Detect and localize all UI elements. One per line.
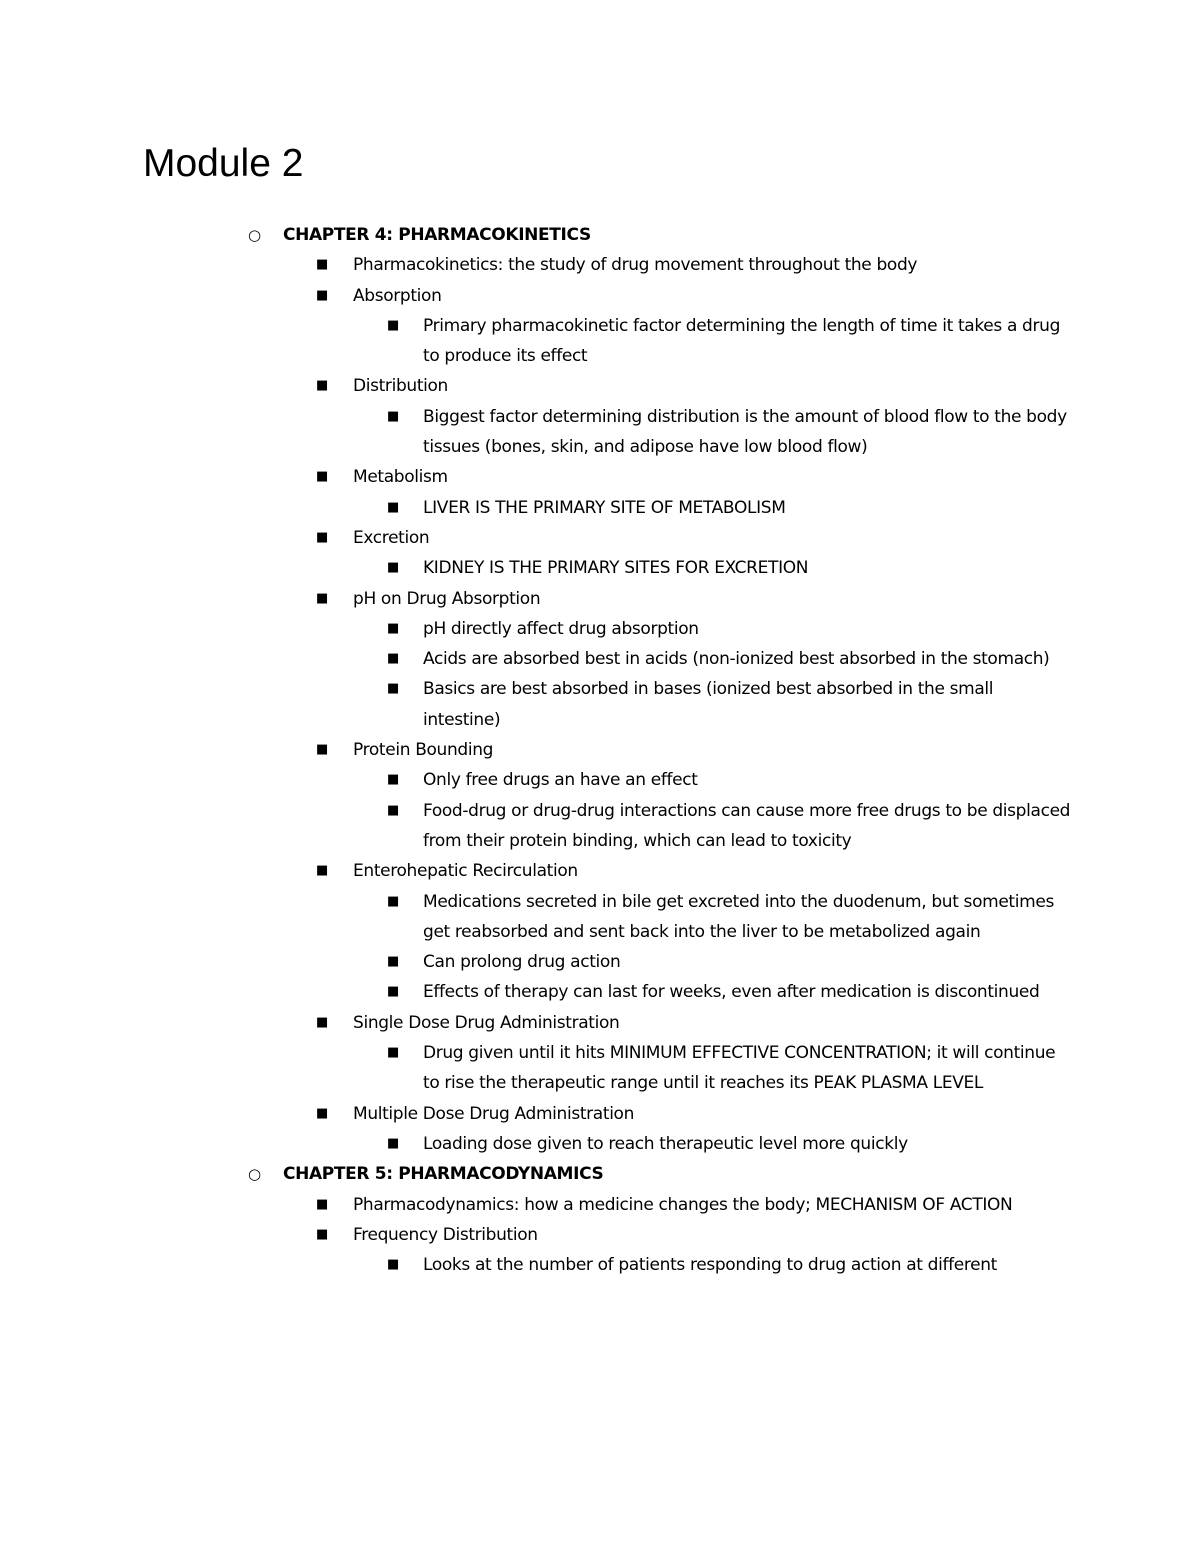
enterohepatic-point: Effects of therapy can last for weeks, even after medication is discontinued <box>423 982 1040 1003</box>
square-bullet-icon: ■ <box>387 984 399 1000</box>
list-item <box>0 947 1200 977</box>
ph-label: pH on Drug Absorption <box>353 588 541 609</box>
square-bullet-icon: ■ <box>387 651 399 667</box>
square-bullet-icon: ■ <box>387 681 399 697</box>
square-bullet-icon: ■ <box>387 317 399 333</box>
pharmacokinetics-definition: Pharmacokinetics: the study of drug movement throughout the body <box>353 255 918 276</box>
multiple-dose-point: Loading dose given to reach therapeutic level more quickly <box>423 1133 908 1154</box>
square-bullet-icon: ■ <box>316 529 328 545</box>
circle-bullet-icon: ○ <box>248 1165 261 1184</box>
enterohepatic-point: Medications secreted in bile get excreted into the duodenum, but sometimes get reabsorbed and sent back into the liver to be metabolized again <box>423 891 1054 942</box>
excretion-label: Excretion <box>353 527 430 548</box>
square-bullet-icon: ■ <box>316 469 328 485</box>
single-dose-label: Single Dose Drug Administration <box>353 1012 620 1033</box>
list-item <box>0 614 1200 644</box>
chapter-5-heading: CHAPTER 5: PHARMACODYNAMICS <box>283 1164 604 1185</box>
distribution-point: Biggest factor determining distribution is the amount of blood flow to the body tissues (bones, skin, and adipose have low blood flow) <box>423 406 1067 458</box>
protein-point: Only free drugs an have an effect <box>423 770 698 791</box>
square-bullet-icon: ■ <box>387 499 399 515</box>
pharmacodynamics-definition: Pharmacodynamics: how a medicine changes the body; MECHANISM OF ACTION <box>353 1194 1013 1215</box>
list-item <box>0 523 1200 553</box>
protein-point: Food-drug or drug-drug interactions can cause more free drugs to be displaced from their protein binding, which can lead to toxicity <box>423 800 1071 851</box>
list-item <box>0 887 1200 948</box>
square-bullet-icon: ■ <box>387 1257 399 1273</box>
ph-point: Basics are best absorbed in bases (ionized best absorbed in the small intestine) <box>423 679 994 730</box>
square-bullet-icon: ■ <box>316 1014 328 1030</box>
list-item <box>0 1008 1200 1038</box>
list-item <box>0 371 1200 401</box>
square-bullet-icon: ■ <box>387 1045 399 1061</box>
single-dose-point: Drug given until it hits MINIMUM EFFECTIVE CONCENTRATION; it will continue to rise the therapeutic range until it reaches its PEAK PLASMA LEVEL <box>423 1043 1056 1094</box>
square-bullet-icon: ■ <box>387 560 399 576</box>
square-bullet-icon: ■ <box>387 772 399 788</box>
list-item <box>0 493 1200 523</box>
list-item <box>0 402 1200 463</box>
list-item <box>0 796 1200 857</box>
square-bullet-icon: ■ <box>316 257 328 273</box>
square-bullet-icon: ■ <box>316 1196 328 1212</box>
enterohepatic-point: Can prolong drug action <box>423 952 621 973</box>
enterohepatic-label: Enterohepatic Recirculation <box>353 861 578 882</box>
ph-point: Acids are absorbed best in acids (non-ionized best absorbed in the stomach) <box>423 649 1050 670</box>
chapter-4-heading: CHAPTER 4: PHARMACOKINETICS <box>283 225 591 245</box>
notes-outline <box>0 220 1200 1280</box>
square-bullet-icon: ■ <box>316 1226 328 1242</box>
square-bullet-icon: ■ <box>316 378 328 394</box>
square-bullet-icon: ■ <box>387 620 399 636</box>
metabolism-label: Metabolism <box>353 467 448 488</box>
distribution-label: Distribution <box>353 376 448 397</box>
list-item <box>0 462 1200 492</box>
square-bullet-icon: ■ <box>387 1135 399 1151</box>
absorption-label: Absorption <box>353 285 442 306</box>
square-bullet-icon: ■ <box>316 742 328 758</box>
list-item <box>0 765 1200 795</box>
list-item <box>0 735 1200 765</box>
square-bullet-icon: ■ <box>387 802 399 818</box>
square-bullet-icon: ■ <box>316 287 328 303</box>
list-item <box>0 674 1200 735</box>
list-item <box>0 553 1200 583</box>
page-title: Module 2 <box>143 142 304 185</box>
square-bullet-icon: ■ <box>316 863 328 879</box>
list-item <box>0 1190 1200 1220</box>
metabolism-point: LIVER IS THE PRIMARY SITE OF METABOLISM <box>423 497 786 518</box>
chapter-5-heading-row <box>0 1159 1200 1189</box>
protein-label: Protein Bounding <box>353 740 494 761</box>
list-item <box>0 1129 1200 1159</box>
absorption-point: Primary pharmacokinetic factor determining the length of time it takes a drug to produce its effect <box>423 315 1061 367</box>
list-item <box>0 1099 1200 1129</box>
square-bullet-icon: ■ <box>387 954 399 970</box>
square-bullet-icon: ■ <box>316 1105 328 1121</box>
circle-bullet-icon: ○ <box>248 226 261 244</box>
list-item <box>0 1220 1200 1250</box>
list-item <box>0 250 1200 280</box>
square-bullet-icon: ■ <box>387 893 399 909</box>
excretion-point: KIDNEY IS THE PRIMARY SITES FOR EXCRETION <box>423 558 809 579</box>
list-item <box>0 1038 1200 1099</box>
frequency-point: Looks at the number of patients responding to drug action at different <box>423 1255 997 1276</box>
list-item <box>0 977 1200 1007</box>
list-item <box>0 281 1200 311</box>
square-bullet-icon: ■ <box>316 590 328 606</box>
multiple-dose-label: Multiple Dose Drug Administration <box>353 1103 635 1124</box>
list-item <box>0 584 1200 614</box>
list-item <box>0 856 1200 886</box>
list-item <box>0 1250 1200 1280</box>
list-item <box>0 311 1200 372</box>
frequency-label: Frequency Distribution <box>353 1224 538 1245</box>
square-bullet-icon: ■ <box>387 408 399 424</box>
ph-point: pH directly affect drug absorption <box>423 618 699 639</box>
chapter-4-heading-row <box>0 220 1200 250</box>
list-item <box>0 644 1200 674</box>
